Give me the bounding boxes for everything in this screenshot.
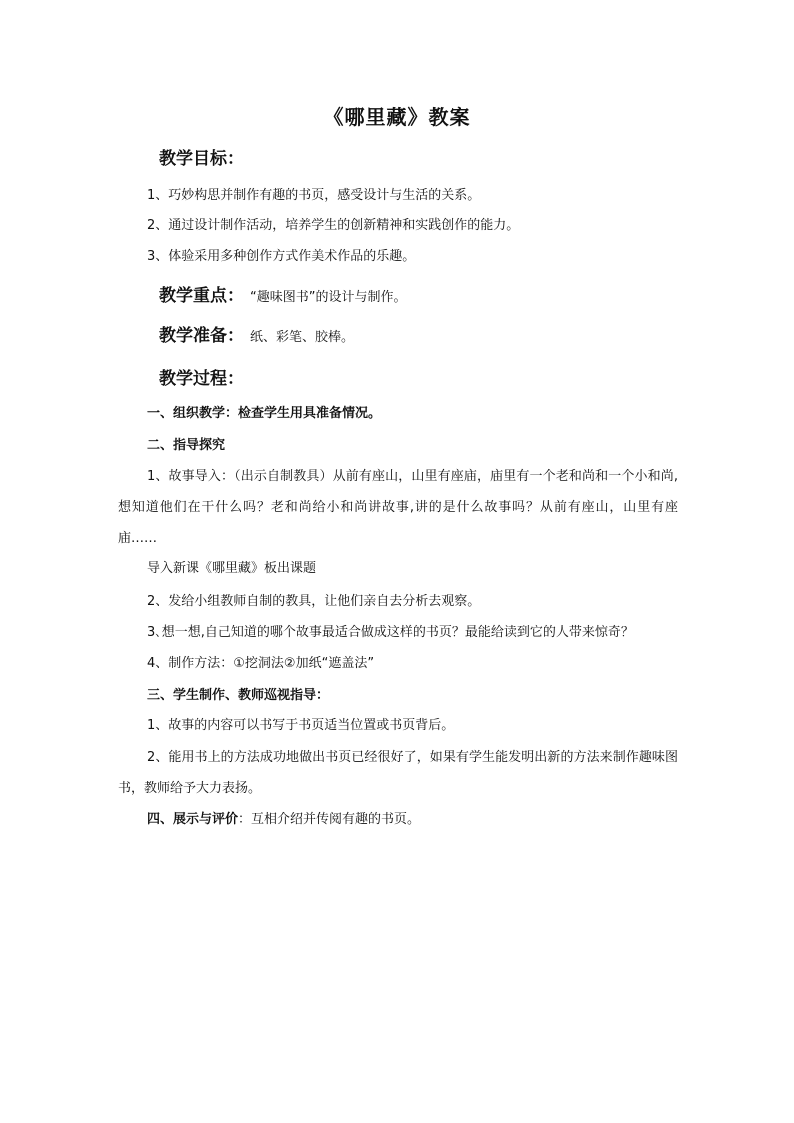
section-2-intro: 导入新课《哪里藏》板出课题 [147,561,317,576]
objectives-heading: 教学目标： [159,149,244,169]
preparation-row [159,324,354,350]
section-2-item-4: 4、制作方法：①挖洞法②加纸“遮盖法” [147,656,375,671]
section-4-row [147,810,678,830]
section-2-item-1: 1、故事导入：（出示自制教具）从前有座山，山里有座庙，庙里有一个老和尚和一个小和尚,想知道他们在干什么吗？老和尚给小和尚讲故事,讲的是什么故事吗？从前有座山，山里有座庙…… [118,469,678,546]
section-2-item-2: 2、发给小组教师自制的教具，让他们亲自去分析去观察。 [147,594,481,609]
key-point-row [159,284,406,310]
document-title: 《哪里藏》教案 [323,105,471,129]
objective-item-2: 2、通过设计制作活动，培养学生的创新精神和实践创作的能力。 [147,218,520,233]
section-4-text: ：互相介绍并传阅有趣的书页。 [238,812,421,827]
section-2-guide: 二、指导探究 [147,438,226,453]
preparation-text: 纸、彩笔、胶棒。 [250,330,355,345]
section-3-item-1: 1、故事的内容可以书写于书页适当位置或书页背后。 [147,718,455,733]
section-3-item-2: 2、能用书上的方法成功地做出书页已经很好了，如果有学生能发明出新的方法来制作趣味图书，教师给予大力表扬。 [118,750,678,796]
objective-item-1: 1、巧妙构思并制作有趣的书页，感受设计与生活的关系。 [147,188,481,203]
key-point-text: “趣味图书”的设计与制作。 [250,290,407,305]
section-1-organize: 一、组织教学：检查学生用具准备情况。 [147,406,382,421]
section-2-item-3: 3､想一想,自己知道的哪个故事最适合做成这样的书页？最能给读到它的人带来惊奇？ [147,625,634,640]
process-heading: 教学过程： [159,369,244,389]
key-point-heading: 教学重点： [159,286,244,306]
section-3-practice: 三、学生制作、教师巡视指导： [147,688,330,703]
section-4-label: 四、展示与评价 [147,812,239,827]
objective-item-3: 3、体验采用多种创作方式作美术作品的乐趣。 [147,249,416,264]
preparation-heading: 教学准备： [159,326,244,346]
